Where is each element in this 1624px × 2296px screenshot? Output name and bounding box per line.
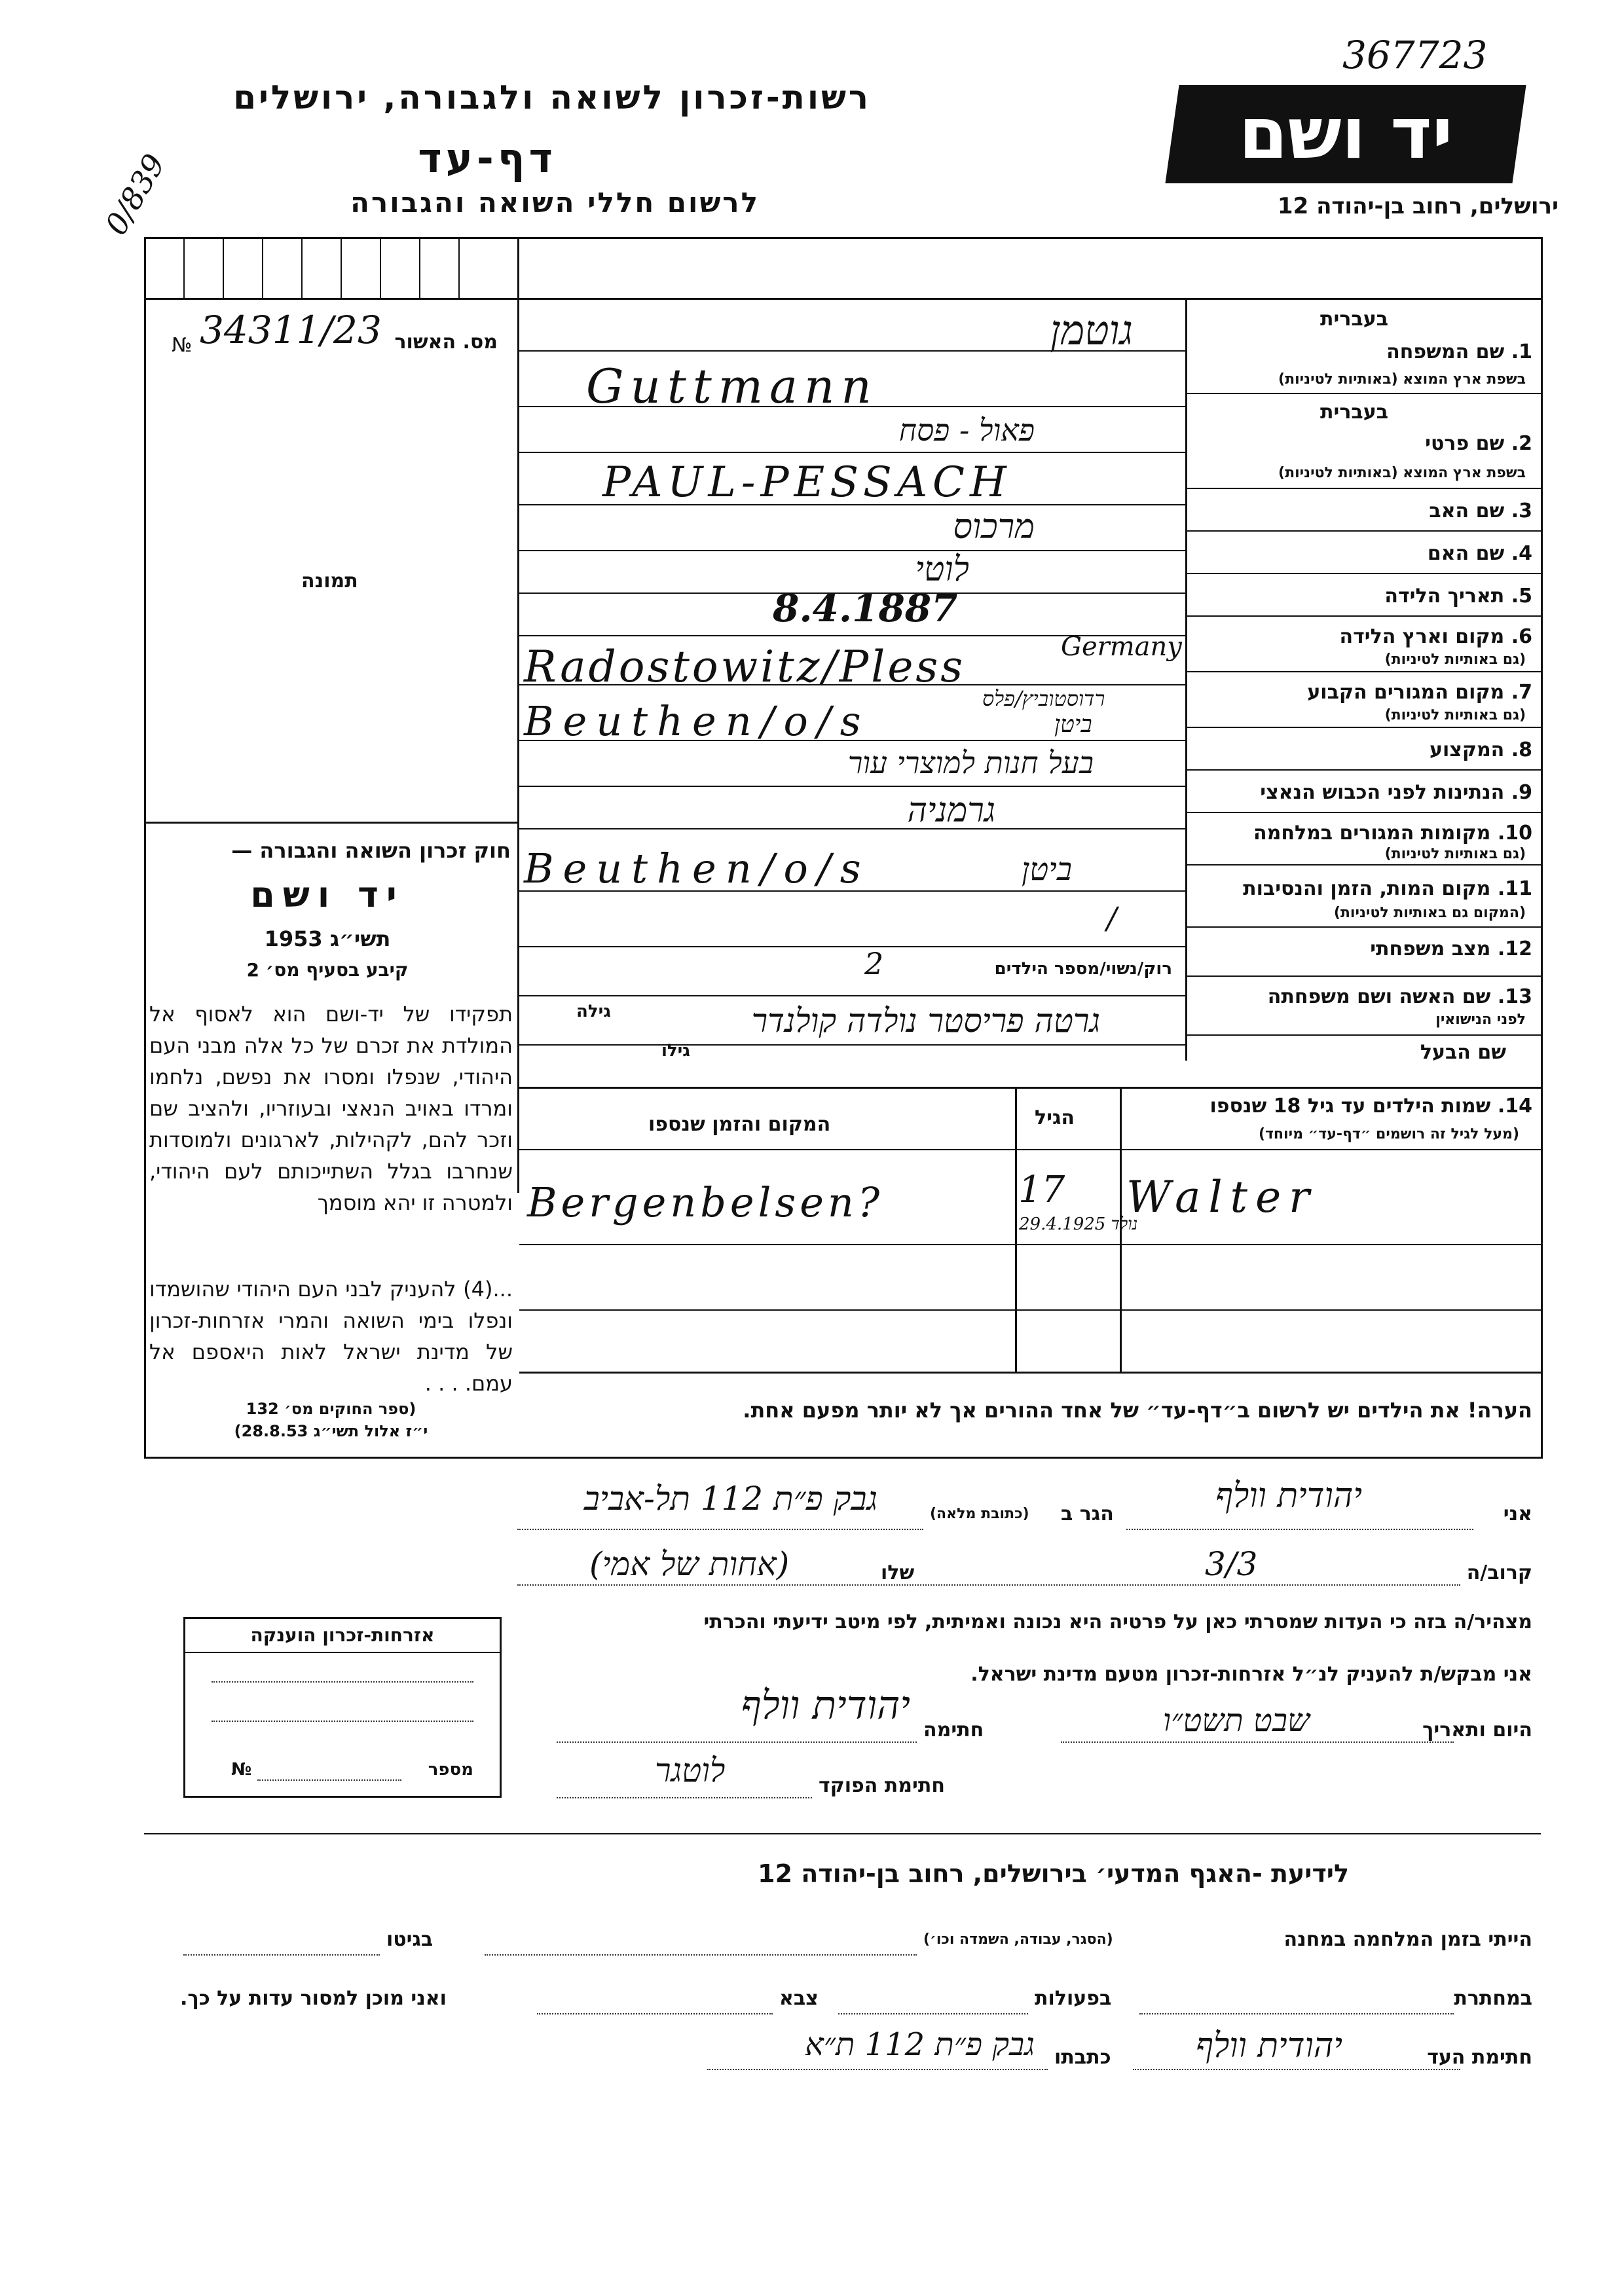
field-3-label	[1429, 500, 1532, 522]
science-sig-label: חתימת העד	[1427, 2046, 1532, 2069]
institution-line: רשות-זכרון לשואה ולגבורה, ירושלים	[233, 79, 871, 117]
field-13-value: גרטה פריסטר נולדה קולנדר	[751, 1002, 1100, 1040]
field-6-num: 6.	[1511, 625, 1532, 648]
science-line2-label: במחתרת	[1454, 1987, 1532, 2010]
science-title: לידיעת -האגף המדעי׳ בירושלים, רחוב בן-יהודה 12	[758, 1859, 1349, 1888]
field-13-sub2: לפני הנישואין	[1435, 1011, 1526, 1028]
law-clause: קיבע בסעיף מס׳ 2	[246, 959, 409, 981]
field-6-value-extra: Germany	[1061, 632, 1182, 662]
header-address: ירושלים, רחוב בן-יהודה 12	[1277, 193, 1559, 219]
field-7-sub2: (גם באותיות לטיניות)	[1384, 707, 1526, 723]
field-2-sublabel: בעברית	[1320, 401, 1388, 424]
field-11-value: /	[1107, 900, 1117, 936]
field-2-label	[1425, 432, 1532, 455]
field-10-value: Beuthen/o/s	[524, 845, 870, 892]
field-7-label	[1307, 681, 1532, 704]
field-10-value-he: ביטן	[1022, 851, 1072, 888]
form-subtitle: לרשום חללי השואה והגבורה	[350, 187, 760, 219]
citizenship-number-prefix: №	[231, 1760, 252, 1779]
field-12-sub2: רוק/נשוי/מספר הילדים	[994, 959, 1172, 979]
science-sig-value: יהודית וולף	[1196, 2026, 1342, 2066]
field-4-label	[1428, 542, 1532, 565]
field-13-label	[1268, 985, 1532, 1008]
field-13-age-label: גילה	[576, 1002, 611, 1021]
field-13-text: שם האשה ושם משפחתה	[1267, 985, 1491, 1008]
children-col-age: הגיל	[1035, 1106, 1075, 1129]
field-6-label	[1340, 625, 1532, 648]
field-9-label	[1260, 781, 1532, 804]
field-11-label	[1243, 877, 1532, 900]
field-9-text: הנתינות לפני הכבוש הנאצי	[1260, 781, 1505, 804]
registration-number: 34311/23	[200, 308, 382, 352]
field-11-sub2: (המקום גם באותיות לטיניות)	[1333, 905, 1526, 921]
field-13-num: 13.	[1497, 985, 1532, 1008]
field-1-num: 1.	[1511, 340, 1532, 363]
law-title: חוק זכרון השואה והגבורה —	[231, 838, 511, 863]
law-citation-2: י״ז אלול תשי״ג 28.8.53)	[234, 1422, 428, 1440]
field-7-num: 7.	[1511, 681, 1532, 704]
child-1-place: Bergenbelsen?	[527, 1178, 884, 1226]
field-3-text: שם האב	[1429, 500, 1505, 522]
field-1-sub2: בשפת ארץ המוצא (באותיות לטיניות)	[1278, 371, 1526, 388]
field-6-value: Radostowitz/Pless	[524, 642, 966, 692]
witness-resident-label: הגר ב	[1061, 1503, 1114, 1525]
law-year: תשי״ג 1953	[264, 926, 391, 951]
law-citation: (ספר החוקים מס׳ 132	[246, 1400, 416, 1418]
field-5-value: 8.4.1887	[773, 586, 958, 630]
officer-signature: לוטגר	[655, 1751, 726, 1789]
science-line2-mid2: צבא	[779, 1987, 819, 2010]
field-4-num: 4.	[1511, 542, 1532, 565]
field-2-text: שם פרטי	[1425, 432, 1505, 455]
field-1-label	[1386, 340, 1532, 363]
field-1-value-latin: Guttmann	[586, 359, 878, 414]
field-5-text: תאריך הלידה	[1384, 585, 1505, 608]
witness-address: גבק פ״ת 112 תל-אביב	[583, 1480, 877, 1518]
citizenship-number-label: מספר	[428, 1760, 473, 1779]
witness-date-label: היום ותאריך	[1422, 1719, 1532, 1741]
field-4-value: לוטי	[915, 550, 969, 589]
field-2-value-latin: PAUL-PESSACH	[602, 458, 1012, 507]
field-12-text: מצב משפחתי	[1370, 938, 1491, 960]
field-7-value-he: ביטן	[1054, 711, 1092, 738]
field-2-num: 2.	[1511, 432, 1532, 455]
child-1-age: 17	[1018, 1169, 1065, 1211]
children-note: הערה! את הילדים יש לרשום ב״דף-עד״ של אחד ההורים אך לא יותר מפעם אחת.	[743, 1398, 1532, 1423]
witness-declaration: מצהיר/ה בזה כי העדות שמסרתי כאן על פרטיה היא נכונה ואמיתית, לפי מיטב ידיעתי והכרתי	[703, 1611, 1532, 1633]
field-7-text: מקום המגורים הקבוע	[1307, 681, 1505, 704]
child-1-birth: נולד 29.4.1925	[1019, 1214, 1138, 1234]
witness-relation-value: 3/3	[1205, 1545, 1258, 1583]
field-10-num: 10.	[1497, 822, 1532, 845]
children-label	[1209, 1095, 1532, 1118]
field-8-label	[1430, 738, 1532, 761]
margin-note: 0/839	[98, 148, 172, 241]
field-10-sub2: (גם באותיות לטיניות)	[1384, 846, 1526, 862]
witness-address-hint: (כתובת מלאה)	[930, 1506, 1029, 1522]
field-4-text: שם האם	[1427, 542, 1505, 565]
law-paragraph-2: ...(4) להעניק לבני העם היהודי שהושמדו ונפלו בימי השואה והמרי אזרחות-זכרון של מדינת ישראל לאות היאספם אל עמם. . . .	[149, 1277, 513, 1396]
logo-text: יד ושם	[1238, 93, 1453, 175]
child-1-name: Walter	[1126, 1172, 1318, 1222]
form-title: דף-עד	[418, 134, 557, 182]
field-1-sublabel: בעברית	[1320, 308, 1388, 331]
field-3-value: מרכוס	[953, 507, 1035, 547]
science-line1-hint: (הסגר, עבודה, השמדה וכו׳)	[923, 1931, 1113, 1948]
citizenship-box	[183, 1617, 502, 1798]
science-line1-end: בגיטו	[386, 1928, 434, 1951]
archive-number: 367723	[1342, 33, 1488, 77]
witness-signature: יהודית וולף	[741, 1683, 910, 1728]
law-paragraph: תפקידו של יד-ושם הוא לאסוף אל המולדת את זכרם של כל אלה מבני העם היהודי, שנפלו ומסרו את נפשם, נלחמו ומרדו באויב הנאצי ובעוזריו, ולהציב שם וזכר להם, לקהילות, לארגונים ולמוסדות שנחרבו בגלל השתייכותם לעם היהודי, ולמטרה זו יהא מוסמך	[149, 1002, 513, 1215]
field-9-num: 9.	[1511, 781, 1532, 804]
registration-label: מס. האשור	[394, 331, 498, 354]
field-7-value: Beuthen/o/s	[524, 697, 870, 745]
citizenship-title: אזרחות-זכרון הוענקה	[185, 1619, 500, 1653]
witness-signature-label: חתימה	[923, 1719, 984, 1741]
children-sub: (מעל לגיל זה רושמים ״דף-עד״ מיוחד)	[1258, 1126, 1519, 1142]
field-11-text: מקום המות, הזמן והנסיבות	[1243, 877, 1491, 900]
checkbox-strip	[144, 237, 517, 298]
science-line2-end: ואני מוכן למסור עדות על כך.	[180, 1987, 447, 2010]
field-8-value: בעל חנות למוצרי עור	[847, 745, 1094, 780]
witness-i-label: אני	[1503, 1503, 1532, 1525]
witness-name: יהודית וולף	[1215, 1476, 1362, 1516]
yad-vashem-logo	[1165, 85, 1526, 183]
field-6-text: מקום וארץ הלידה	[1339, 625, 1505, 648]
witness-of-label: שלו	[881, 1561, 915, 1584]
field-12-value: 2	[864, 946, 884, 981]
science-line2-mid: בפעולות	[1035, 1987, 1112, 2010]
witness-date-value: שבט תשט״ו	[1162, 1702, 1310, 1739]
field-2-value-he: פאול - פסח	[898, 412, 1035, 448]
field-8-text: המקצוע	[1429, 738, 1505, 761]
field-12-label	[1370, 938, 1532, 960]
field-1-value-he: גוטמן	[1050, 306, 1133, 354]
field-1-text: שם המשפחה	[1386, 340, 1505, 363]
registration-prefix: №	[172, 334, 193, 357]
witness-request: אני מבקש/ת להעניק לנ״ל אזרחות-זכרון מטעם מדינת ישראל.	[970, 1663, 1532, 1686]
children-num: 14.	[1497, 1095, 1532, 1118]
field-5-label	[1384, 585, 1532, 608]
field-11-num: 11.	[1497, 877, 1532, 900]
field-3-num: 3.	[1511, 500, 1532, 522]
field-10-text: מקומות המגורים במלחמה	[1253, 822, 1491, 845]
children-title: שמות הילדים עד גיל 18 שנספו	[1209, 1095, 1491, 1118]
science-addr-label: כתבתו	[1054, 2046, 1111, 2069]
witness-relation-detail: (אחות של אמי)	[589, 1545, 790, 1583]
field-2-sub2: בשפת ארץ המוצא (באותיות לטיניות)	[1278, 465, 1526, 481]
field-6-sub2: (גם באותיות לטיניות)	[1384, 651, 1526, 668]
officer-label: חתימת הפוקד	[819, 1774, 945, 1797]
witness-relation-label: קרוב/ה	[1466, 1561, 1532, 1584]
photo-label: תמונה	[301, 570, 358, 592]
children-col-place: המקום והזמן שנספו	[648, 1113, 831, 1136]
law-name: יד ושם	[250, 874, 405, 915]
field-6-value-he: רדוסטוביץ/פלס	[982, 686, 1105, 711]
husband-age-label: גילו	[661, 1041, 690, 1061]
science-line1-label: הייתי בזמן המלחמה במחנה	[1283, 1928, 1532, 1951]
husband-label: שם הבעל	[1420, 1041, 1506, 1064]
science-addr-value: גבק פ״ת 112 ת״א	[804, 2026, 1035, 2063]
field-5-num: 5.	[1511, 585, 1532, 608]
field-10-label	[1253, 822, 1532, 845]
field-12-num: 12.	[1497, 938, 1532, 960]
field-8-num: 8.	[1511, 738, 1532, 761]
field-9-value: גרמניה	[907, 791, 995, 830]
